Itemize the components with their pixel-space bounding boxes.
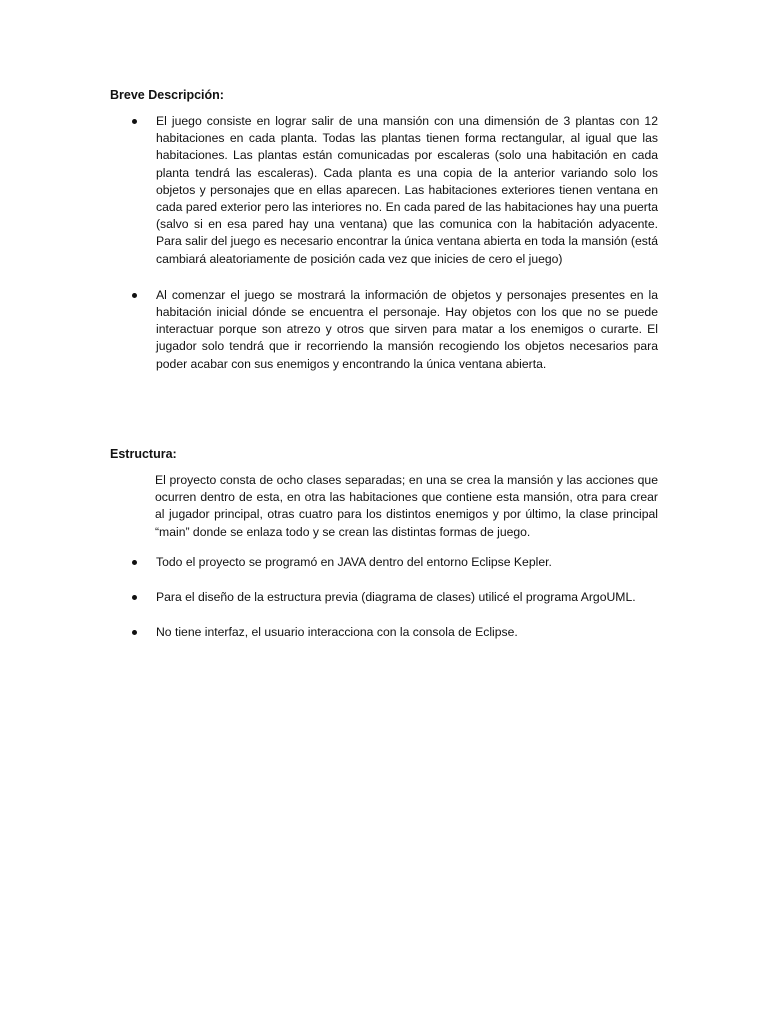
section-heading-estructura: Estructura: (110, 447, 177, 461)
list-item (110, 113, 658, 268)
description-bullet-list (110, 113, 658, 373)
list-item (110, 287, 658, 373)
list-item (110, 554, 658, 571)
bullet-icon (132, 293, 137, 298)
list-item (110, 624, 658, 641)
list-item-text: Todo el proyecto se programó en JAVA dentro del entorno Eclipse Kepler. (156, 555, 552, 569)
list-item-text: Al comenzar el juego se mostrará la información de objetos y personajes presentes en la habitación inicial dónde se encuentra el personaje. Hay objetos con los que no se puede interactuar porque son atrezo y otros que sirven para matar a los enemigos o curarte. El jugador solo tendrá que ir recorriendo la mansión recogiendo los objetos necesarios para poder acabar con sus enemigos y encontrando la única ventana abierta. (156, 287, 658, 371)
list-item-text: Para el diseño de la estructura previa (diagrama de clases) utilicé el programa ArgoUML. (156, 590, 636, 605)
bullet-icon (132, 630, 137, 635)
list-item (110, 589, 658, 606)
list-item-text: No tiene interfaz, el usuario interacciona con la consola de Eclipse. (156, 625, 518, 640)
list-item-text: El juego consiste en lograr salir de una mansión con una dimensión de 3 plantas con 12 habitaciones en cada planta. Todas las plantas tienen forma rectangular, al igual que las habitaciones. Las plantas están comunicadas por escaleras (solo una habitación en cada planta tendrá las escaleras). Cada planta es una copia de la anterior variando solo los objetos y personajes que en ellas aparecen. Las habitaciones exteriores tienen ventana en cada pared exterior pero las interiores no. En cada pared de las habitaciones hay una puerta (salvo si en esa pared hay una ventana) que las comunica con la habitación adyacente. Para salir del juego es necesario encontrar la única ventana abierta en toda la mansión (está cambiará aleatoriamente de posición cada vez que inicies de cero el juego) (156, 114, 658, 266)
bullet-icon (132, 595, 137, 600)
structure-bullet-list (110, 554, 658, 642)
bullet-icon (132, 119, 137, 124)
bullet-icon (132, 560, 137, 565)
section-heading-breve-descripcion: Breve Descripción: (110, 88, 224, 102)
structure-paragraph: El proyecto consta de ocho clases separadas; en una se crea la mansión y las acciones que ocurren dentro de esta, en otra las habitaciones que contiene esta mansión, otra para crear al jugador principal, otras cuatro para los distintos enemigos y por último, la clase principal “main” donde se enlaza todo y se crean las distintas formas de juego. (155, 473, 658, 539)
